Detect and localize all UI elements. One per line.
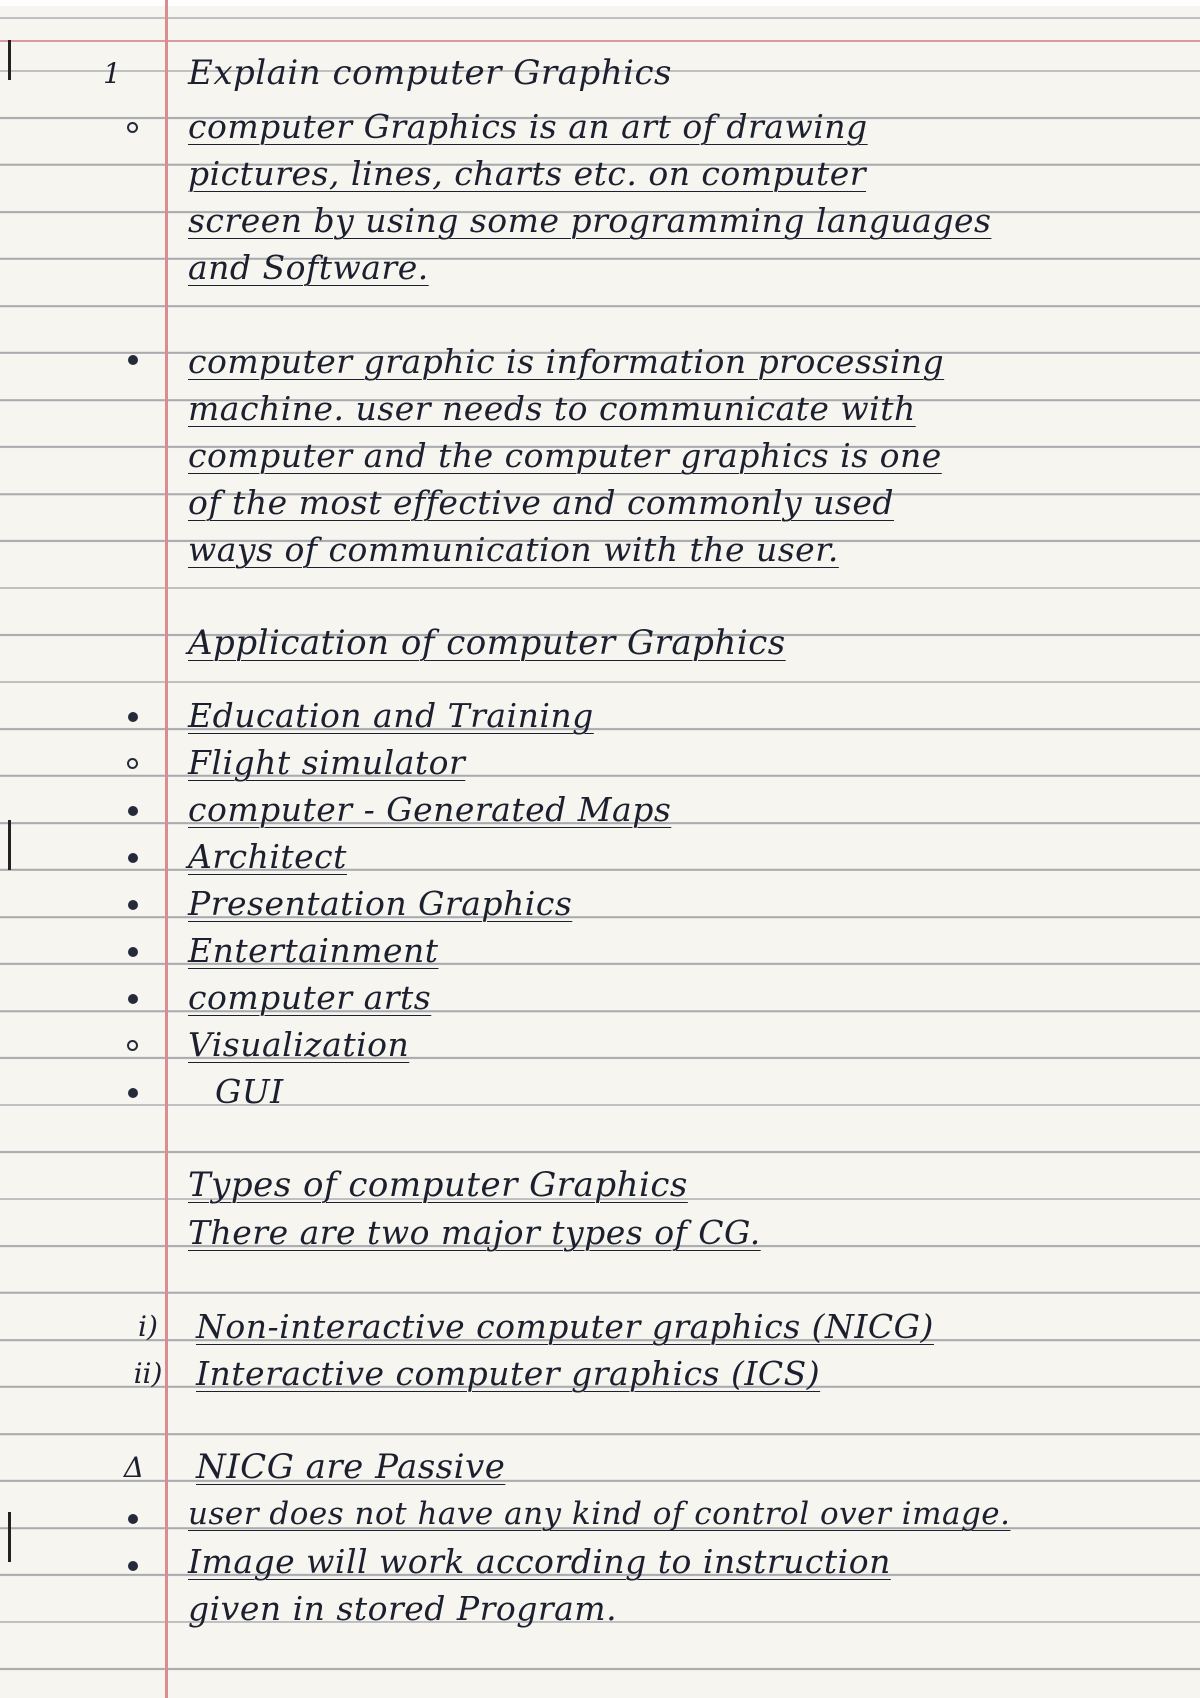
page-top-edge — [0, 0, 1200, 6]
bullet-icon — [128, 994, 138, 1004]
bullet-icon — [128, 1561, 138, 1571]
bullet-icon — [128, 853, 138, 863]
bullet-icon — [128, 1514, 138, 1524]
application-item: computer arts — [188, 978, 432, 1017]
margin-tick-mark — [8, 1512, 11, 1562]
definition-2-line: computer graphic is information processing — [188, 342, 945, 381]
type-item: Non-interactive computer graphics (NICG) — [196, 1307, 934, 1346]
bullet-icon — [127, 122, 138, 133]
margin-tick-mark — [8, 40, 11, 80]
nicg-point: user does not have any kind of control over image. — [188, 1496, 1011, 1532]
definition-1-line: screen by using some programming languages — [188, 201, 992, 240]
left-margin-line — [165, 0, 168, 1698]
bullet-icon — [128, 355, 138, 365]
application-item: Visualization — [188, 1025, 410, 1064]
question-title: Explain computer Graphics — [188, 53, 672, 93]
bullet-icon — [128, 806, 138, 816]
bullet-icon — [128, 947, 138, 957]
types-intro: There are two major types of CG. — [188, 1213, 761, 1252]
type-marker: i) — [138, 1310, 158, 1343]
definition-1-line: and Software. — [188, 248, 429, 287]
bullet-icon — [127, 758, 138, 769]
type-item: Interactive computer graphics (ICS) — [196, 1354, 821, 1393]
delta-marker: Δ — [123, 1451, 145, 1484]
definition-2-line: computer and the computer graphics is one — [188, 436, 942, 475]
definition-2-line: machine. user needs to communicate with — [188, 389, 916, 428]
top-margin-line — [0, 40, 1200, 42]
application-item: Flight simulator — [188, 743, 466, 782]
bullet-icon — [128, 1088, 138, 1098]
applications-heading: Application of computer Graphics — [188, 623, 786, 663]
types-heading: Types of computer Graphics — [188, 1165, 688, 1205]
application-item: GUI — [215, 1072, 284, 1111]
definition-1-line: pictures, lines, charts etc. on computer — [188, 154, 867, 193]
application-item: Presentation Graphics — [188, 884, 573, 923]
definition-2-line: of the most effective and commonly used — [188, 483, 895, 522]
bullet-icon — [128, 900, 138, 910]
application-item: computer - Generated Maps — [188, 790, 672, 829]
bullet-icon — [127, 1040, 138, 1051]
application-item: Entertainment — [188, 931, 439, 970]
type-marker: ii) — [133, 1357, 163, 1390]
definition-2-line: ways of communication with the user. — [188, 530, 839, 569]
application-item: Architect — [188, 837, 347, 876]
bullet-icon — [128, 712, 138, 722]
nicg-continuation: given in stored Program. — [188, 1589, 618, 1628]
nicg-heading: NICG are Passive — [196, 1447, 506, 1487]
question-number: 1 — [103, 57, 121, 90]
margin-tick-mark — [8, 820, 11, 870]
nicg-point: Image will work according to instruction — [188, 1542, 891, 1581]
definition-1-line: computer Graphics is an art of drawing — [188, 107, 868, 146]
application-item: Education and Training — [188, 696, 594, 735]
